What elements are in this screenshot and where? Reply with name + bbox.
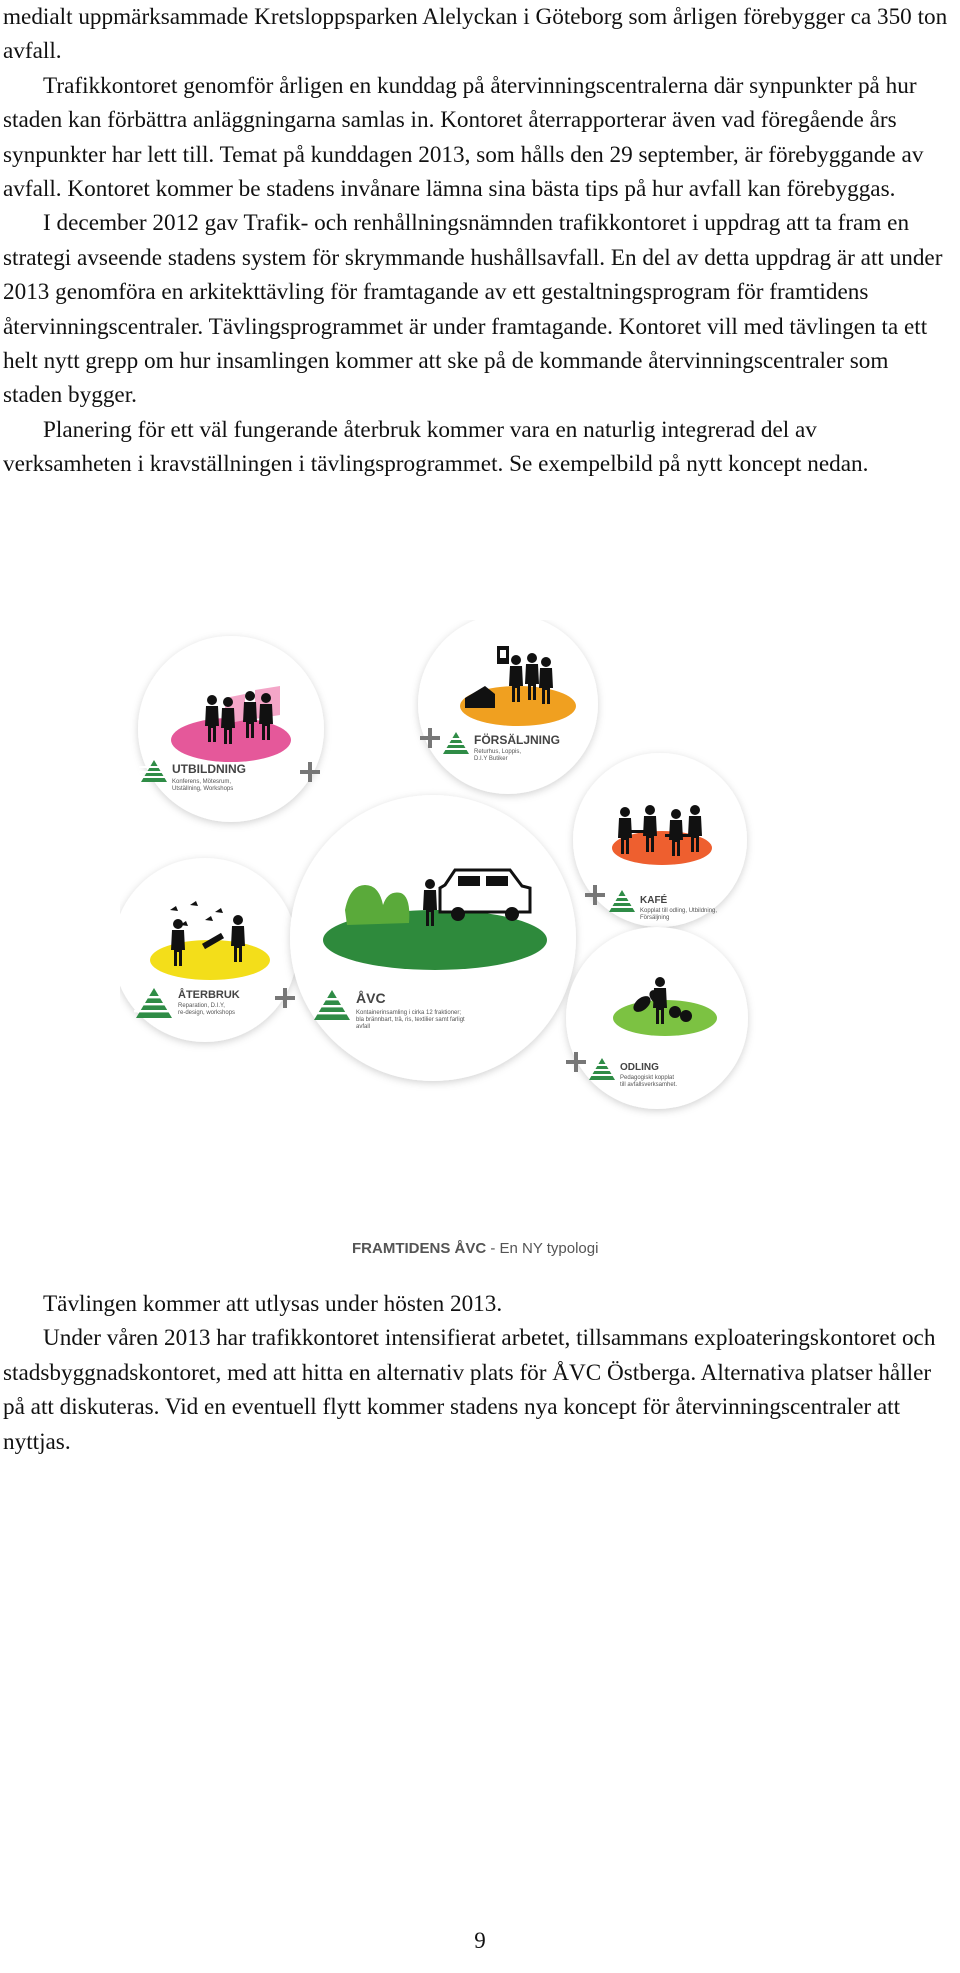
paragraph-1: medialt uppmärksammade Kretsloppsparken Alelyckan i Göteborg som årligen förebygger ca 350 ton avfall. — [3, 4, 948, 65]
svg-text:Reparation, D.I.Y,: Reparation, D.I.Y, — [178, 1003, 225, 1009]
svg-text:avfall: avfall — [356, 1024, 371, 1030]
svg-text:D.I.Y Butiker: D.I.Y Butiker — [474, 756, 508, 762]
circle-forsaljning — [418, 620, 598, 794]
paragraph-6: Under våren 2013 har trafikkontoret intensifierat arbetet, tillsammans exploateringskontoret och stadsbyggnadskontoret, med att hitta en alternativ plats för ÅVC Östberga. Alternativa platser håller på att diskuteras. Vid en eventuell flytt kommer stadens nya koncept för återvinningscentraler att nyttjas. — [3, 1325, 936, 1455]
circle-odling — [566, 927, 748, 1109]
circle-aterbruk — [120, 858, 297, 1042]
svg-text:Kopplat till odling, Utbildnin: Kopplat till odling, Utbildning, — [640, 908, 718, 914]
top-text — [3, 0, 948, 482]
circle-utbildning — [138, 636, 324, 822]
utbildning-title: UTBILDNING — [172, 762, 246, 776]
concept-figure — [120, 620, 955, 1280]
circle-kafe — [573, 753, 747, 927]
paragraph-2: Trafikkontoret genomför årligen en kunddag på återvinningscentralerna där synpunkter på hur staden kan förbättra anläggningarna samlas in. Kontoret återrapporterar även vad föregående års synpunkter har lett till. Temat på kunddagen 2013, som hålls den 29 september, är förebyggande av avfall. Kontoret kommer be stadens invånare lämna sina bästa tips på hur avfall kan förebyggas. — [3, 72, 924, 203]
svg-text:re-design, workshops: re-design, workshops — [178, 1010, 236, 1016]
paragraph-5: Tävlingen kommer att utlysas under hösten 2013. — [43, 1291, 503, 1317]
odling-title: ODLING — [620, 1062, 659, 1073]
svg-text:Kontainerinsamling i cirka 12: Kontainerinsamling i cirka 12 fraktioner; — [356, 1010, 462, 1016]
svg-text:Returhus, Loppis,: Returhus, Loppis, — [474, 749, 522, 755]
car-shape — [440, 870, 530, 912]
paragraph-4: Planering för ett väl fungerande återbruk kommer vara en naturlig integrerad del av verksamheten i kravställningen i tävlingsprogrammet. Se exempelbild på nytt koncept nedan. — [3, 416, 869, 478]
svg-text:Pedagogiskt kopplat: Pedagogiskt kopplat — [620, 1075, 675, 1081]
circle-avc — [290, 795, 576, 1081]
svg-text:bla brännbart, trä, ris, texti: bla brännbart, trä, ris, textilier samt farligt — [356, 1017, 465, 1023]
forsaljning-title: FÖRSÄLJNING — [474, 733, 561, 747]
svg-text:till avfallsverksamhet.: till avfallsverksamhet. — [620, 1082, 678, 1088]
kafe-title: KAFÉ — [640, 895, 668, 906]
figure-caption: FRAMTIDENS ÅVC - En NY typologi — [352, 1240, 599, 1257]
svg-text:Utställning, Workshops: Utställning, Workshops — [172, 786, 234, 792]
paragraph-3: I december 2012 gav Trafik- och renhållningsnämnden trafikkontoret i uppdrag att ta fram en strategi avseende stadens system för skrymmande hushållsavfall. En del av detta uppdrag är att under 2013 genomföra en arkitekttävling för framtagande av ett gestaltningsprogram för framtidens återvinningscentraler. Tävlingsprogrammet är under framtagande. Kontoret vill med tävlingen ta ett helt nytt grepp om hur insamlingen kommer att ske på de kommande återvinningscentraler som staden bygger. — [3, 210, 943, 409]
svg-text:Konferens, Mötesrum,: Konferens, Mötesrum, — [172, 779, 232, 785]
svg-text:Försäljning: Försäljning — [640, 915, 670, 921]
aterbruk-title: ÅTERBRUK — [178, 989, 240, 1001]
avc-title: ÅVC — [356, 990, 386, 1006]
bottom-text — [3, 1287, 948, 1459]
page-number: 9 — [474, 1928, 486, 1953]
